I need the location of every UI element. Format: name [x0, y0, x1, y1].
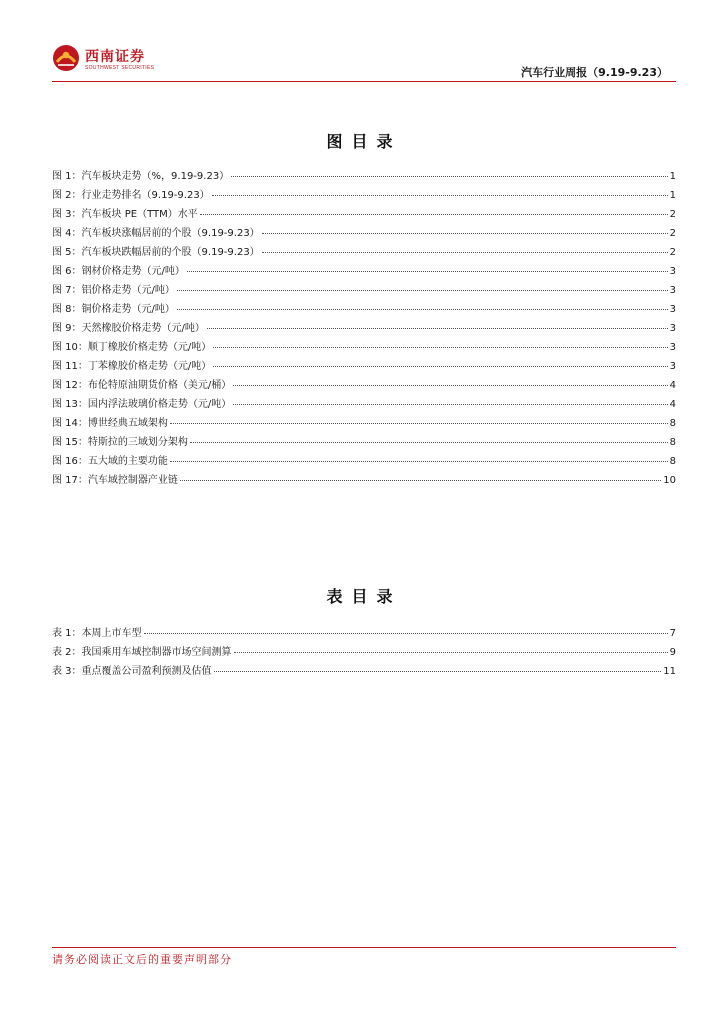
toc-entry-figure-8[interactable]: [52, 300, 676, 319]
toc-entry-label: 图 13：国内浮法玻璃价格走势（元/吨）: [52, 399, 232, 410]
toc-entry-page: 4: [669, 380, 676, 391]
figures-section-title: 图目录: [326, 132, 402, 151]
toc-leader-dots: [233, 384, 667, 386]
toc-leader-dots: [213, 346, 667, 348]
logo-emblem-icon: [52, 44, 80, 72]
toc-entry-figure-6[interactable]: [52, 262, 676, 281]
toc-entry-table-2[interactable]: [52, 643, 676, 662]
toc-entry-figure-7[interactable]: [52, 281, 676, 300]
toc-entry-label: 表 1：本周上市车型: [52, 628, 142, 639]
footer-divider: [52, 947, 676, 948]
toc-entry-page: 8: [669, 437, 676, 448]
toc-entry-figure-5[interactable]: [52, 243, 676, 262]
toc-entry-label: 图 16：五大域的主要功能: [52, 456, 168, 467]
toc-entry-page: 8: [669, 456, 676, 467]
report-title: 汽车行业周报（9.19-9.23）: [521, 66, 668, 79]
toc-entry-page: 10: [663, 475, 676, 486]
toc-entry-label: 表 3：重点覆盖公司盈利预测及估值: [52, 666, 212, 677]
toc-entry-label: 图 17：汽车域控制器产业链: [52, 475, 178, 486]
toc-entry-page: 2: [669, 247, 676, 258]
toc-leader-dots: [233, 403, 667, 405]
toc-leader-dots: [200, 213, 668, 215]
toc-entry-page: 3: [669, 266, 676, 277]
toc-leader-dots: [187, 270, 668, 272]
toc-entry-label: 图 15：特斯拉的三域划分架构: [52, 437, 188, 448]
toc-entry-page: 8: [669, 418, 676, 429]
header-divider: [52, 81, 676, 82]
toc-entry-label: 图 14：博世经典五域架构: [52, 418, 168, 429]
toc-entry-figure-2[interactable]: [52, 186, 676, 205]
toc-entry-page: 3: [669, 304, 676, 315]
toc-entry-figure-9[interactable]: [52, 319, 676, 338]
toc-entry-label: 图 3：汽车板块 PE（TTM）水平: [52, 209, 198, 220]
toc-entry-figure-14[interactable]: [52, 414, 676, 433]
toc-entry-label: 图 9：天然橡胶价格走势（元/吨）: [52, 323, 205, 334]
toc-entry-label: 图 1：汽车板块走势（%，9.19-9.23）: [52, 171, 230, 182]
toc-entry-label: 图 11：丁苯橡胶价格走势（元/吨）: [52, 361, 212, 372]
tables-toc-list: [52, 624, 676, 681]
toc-leader-dots: [214, 670, 662, 672]
toc-entry-page: 3: [669, 342, 676, 353]
company-logo: [52, 44, 202, 78]
toc-entry-page: 7: [669, 628, 676, 639]
page-header: [52, 42, 676, 82]
toc-leader-dots: [234, 651, 668, 653]
toc-entry-table-3[interactable]: [52, 662, 676, 681]
toc-leader-dots: [177, 289, 668, 291]
toc-entry-page: 3: [669, 285, 676, 296]
toc-entry-page: 11: [663, 666, 676, 677]
toc-leader-dots: [213, 365, 667, 367]
toc-entry-table-1[interactable]: [52, 624, 676, 643]
toc-entry-figure-10[interactable]: [52, 338, 676, 357]
toc-entry-page: 3: [669, 361, 676, 372]
toc-entry-page: 2: [669, 209, 676, 220]
toc-entry-page: 9: [669, 647, 676, 658]
toc-entry-label: 图 10：顺丁橡胶价格走势（元/吨）: [52, 342, 212, 353]
toc-leader-dots: [190, 441, 668, 443]
toc-entry-label: 图 8：铜价格走势（元/吨）: [52, 304, 175, 315]
toc-entry-page: 4: [669, 399, 676, 410]
toc-leader-dots: [262, 251, 668, 253]
toc-leader-dots: [231, 175, 667, 177]
figures-toc-list: [52, 167, 676, 490]
toc-entry-figure-4[interactable]: [52, 224, 676, 243]
toc-entry-figure-1[interactable]: [52, 167, 676, 186]
toc-entry-page: 1: [669, 171, 676, 182]
toc-entry-label: 表 2：我国乘用车域控制器市场空间测算: [52, 647, 232, 658]
toc-entry-figure-3[interactable]: [52, 205, 676, 224]
toc-entry-label: 图 5：汽车板块跌幅居前的个股（9.19-9.23）: [52, 247, 260, 258]
toc-leader-dots: [262, 232, 668, 234]
toc-entry-figure-11[interactable]: [52, 357, 676, 376]
toc-leader-dots: [212, 194, 668, 196]
toc-entry-figure-17[interactable]: [52, 471, 676, 490]
logo-chinese-name: 西南证券: [85, 49, 145, 65]
toc-leader-dots: [170, 422, 668, 424]
toc-leader-dots: [180, 479, 661, 481]
toc-leader-dots: [144, 632, 668, 634]
toc-leader-dots: [170, 460, 668, 462]
toc-entry-label: 图 7：铝价格走势（元/吨）: [52, 285, 175, 296]
toc-entry-figure-13[interactable]: [52, 395, 676, 414]
toc-entry-label: 图 12：布伦特原油期货价格（美元/桶）: [52, 380, 232, 391]
toc-entry-figure-16[interactable]: [52, 452, 676, 471]
toc-entry-page: 1: [669, 190, 676, 201]
tables-section-title: 表目录: [326, 587, 402, 606]
toc-leader-dots: [207, 327, 668, 329]
toc-entry-figure-12[interactable]: [52, 376, 676, 395]
toc-leader-dots: [177, 308, 668, 310]
toc-entry-label: 图 2：行业走势排名（9.19-9.23）: [52, 190, 210, 201]
toc-entry-page: 2: [669, 228, 676, 239]
toc-entry-label: 图 4：汽车板块涨幅居前的个股（9.19-9.23）: [52, 228, 260, 239]
toc-entry-figure-15[interactable]: [52, 433, 676, 452]
toc-entry-label: 图 6：钢材价格走势（元/吨）: [52, 266, 185, 277]
disclaimer-notice: 请务必阅读正文后的重要声明部分: [52, 953, 232, 966]
logo-english-name: SOUTHWEST SECURITIES: [85, 65, 155, 71]
toc-entry-page: 3: [669, 323, 676, 334]
